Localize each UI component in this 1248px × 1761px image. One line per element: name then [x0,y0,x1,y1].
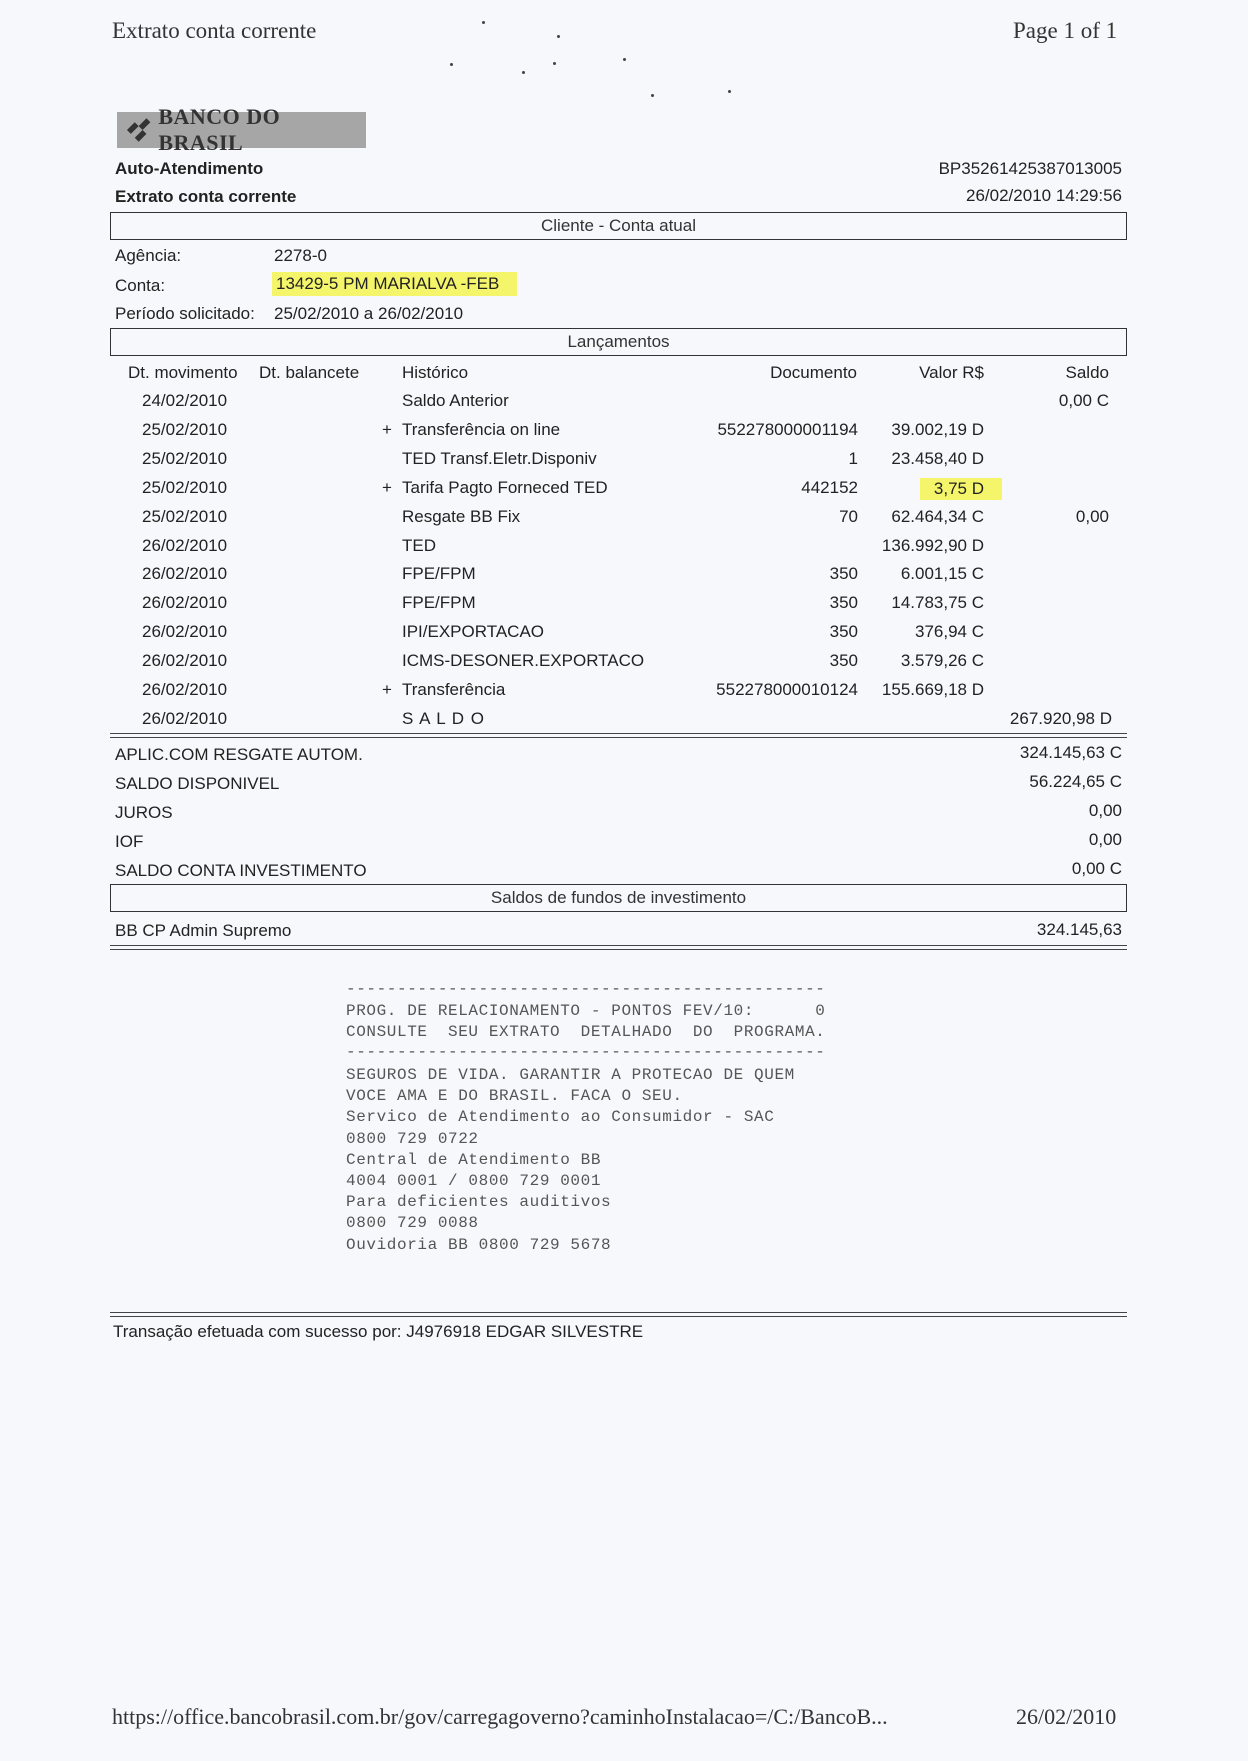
row-historico: IPI/EXPORTACAO [402,622,545,642]
row-saldo: 267.920,98 D [1009,708,1112,728]
message-line: 4004 0001 / 0800 729 0001 [346,1172,602,1190]
row-date: 26/02/2010 [142,535,228,555]
row-saldo: 0,00 [1075,506,1109,526]
col-valor: Valor R$ [919,363,984,382]
message-line: 0800 729 0088 [346,1214,479,1233]
messages-dashes: ----------------------------------------------- [346,980,826,998]
row-historico: TED Transf.Eletr.Disponiv [402,448,597,468]
col-historico: Histórico [402,363,469,382]
row-documento: 350 [829,622,858,642]
row-valor: 39.002,19 D [891,419,984,439]
agencia-value: 2278-0 [274,246,327,265]
col-saldo: Saldo [1065,363,1109,382]
divider [110,733,1127,738]
row-date: 26/02/2010 [142,622,228,642]
message-line: Central de Atendimento BB [346,1150,602,1169]
row-historico: Transferência [402,680,506,699]
row-valor: 155.669,18 D [881,680,984,699]
row-historico: Transferência on line [402,419,561,439]
summary-label: JUROS [115,803,173,822]
row-documento: 1 [848,448,858,468]
row-date: 25/02/2010 [142,477,228,497]
fundos-header: Saldos de fundos de investimento [110,884,1127,912]
print-footer-url: https://office.bancobrasil.com.br/gov/carregagoverno?caminhoInstalacao=/C:/BancoB... [112,1704,888,1729]
row-documento: 350 [829,593,858,613]
summary-value: 56.224,65 C [1029,772,1122,791]
message-line: Ouvidoria BB 0800 729 5678 [346,1235,612,1254]
col-documento: Documento [770,363,857,382]
message-line: Para deficientes auditivos [346,1193,612,1212]
row-documento: 552278000010124 [716,680,858,699]
row-historico: Resgate BB Fix [402,506,521,526]
header-document-title: Extrato conta corrente [115,187,297,206]
fundo-label: BB CP Admin Supremo [115,921,292,940]
agencia-label: Agência: [115,246,182,265]
bank-logo [117,104,366,155]
row-valor: 3.579,26 C [900,651,984,671]
conta-label: Conta: [115,276,166,295]
print-header-page: Page 1 of 1 [1013,18,1118,43]
row-historico: FPE/FPM [402,564,476,584]
row-valor: 14.783,75 C [891,593,984,613]
summary-label: APLIC.COM RESGATE AUTOM. [115,745,363,764]
conta-value: 13429-5 PM MARIALVA -FEB [272,272,517,296]
summary-value: 324.145,63 C [1019,743,1122,762]
messages-dashes: ----------------------------------------------- [346,1043,826,1061]
row-valor: 376,94 C [915,622,984,642]
summary-label: IOF [115,832,144,851]
row-plus: + [382,680,392,699]
row-plus: + [382,419,392,439]
row-documento: 552278000001194 [717,419,858,439]
header-auto-atendimento: Auto-Atendimento [115,159,264,178]
message-line: VOCE AMA E DO BRASIL. FACA O SEU. [346,1087,683,1106]
row-date: 24/02/2010 [142,391,228,410]
col-dt-movimento: Dt. movimento [128,363,238,382]
row-valor: 62.464,34 C [891,506,984,526]
summary-value: 0,00 [1088,830,1122,849]
header-doc-id: BP35261425387013005 [938,159,1122,178]
summary-label: SALDO CONTA INVESTIMENTO [115,861,367,880]
row-valor: 23.458,40 D [891,448,984,468]
row-date: 26/02/2010 [142,708,228,728]
row-plus: + [382,477,392,497]
header-datetime: 26/02/2010 14:29:56 [966,186,1122,205]
summary-label: SALDO DISPONIVEL [115,774,280,793]
print-footer-date: 26/02/2010 [1016,1704,1117,1729]
row-date: 26/02/2010 [142,564,228,584]
divider [110,945,1127,950]
row-historico: FPE/FPM [402,593,476,613]
summary-value: 0,00 [1088,801,1122,820]
transaction-status: Transação efetuada com sucesso por: J4976918 EDGAR SILVESTRE [113,1322,644,1341]
row-date: 25/02/2010 [142,506,228,526]
row-documento: 350 [829,651,858,671]
divider [110,1312,1127,1317]
print-header-title: Extrato conta corrente [112,18,317,43]
periodo-label: Período solicitado: [115,304,255,323]
row-valor: 136.992,90 D [881,535,984,555]
row-documento: 350 [829,564,858,584]
bb-logo-icon [125,117,152,143]
row-saldo: 0,00 C [1058,391,1109,410]
row-date: 26/02/2010 [142,680,228,699]
message-line: 0800 729 0722 [346,1129,479,1148]
periodo-value: 25/02/2010 a 26/02/2010 [274,304,464,323]
bank-logo-text: BANCO DO BRASIL [158,104,281,155]
row-historico: Saldo Anterior [402,391,509,410]
row-valor: 6.001,15 C [900,564,984,584]
lancamentos-header: Lançamentos [110,328,1127,356]
message-line: SEGUROS DE VIDA. GARANTIR A PROTECAO DE QUEM [346,1066,795,1084]
row-date: 26/02/2010 [142,593,228,613]
messages-consulte-line: CONSULTE SEU EXTRATO DETALHADO DO PROGRAMA. [346,1023,826,1041]
row-valor-highlighted: 3,75 D [920,478,1002,500]
row-historico: S A L D O [402,708,486,728]
row-historico: Tarifa Pagto Forneced TED [402,477,608,497]
row-historico: ICMS-DESONER.EXPORTACO [402,651,645,671]
row-date: 25/02/2010 [142,419,228,439]
row-documento: 70 [839,506,858,526]
fundo-value: 324.145,63 [1036,920,1122,939]
row-date: 25/02/2010 [142,448,228,468]
client-section-header: Cliente - Conta atual [110,212,1127,240]
messages-points-line: PROG. DE RELACIONAMENTO - PONTOS FEV/10: 0 [346,1002,826,1020]
col-dt-balancete: Dt. balancete [259,363,360,382]
message-line: Servico de Atendimento ao Consumidor - SAC [346,1108,775,1127]
row-documento: 442152 [801,477,858,497]
summary-value: 0,00 C [1071,859,1122,878]
row-historico: TED [402,535,436,555]
row-date: 26/02/2010 [142,651,228,671]
